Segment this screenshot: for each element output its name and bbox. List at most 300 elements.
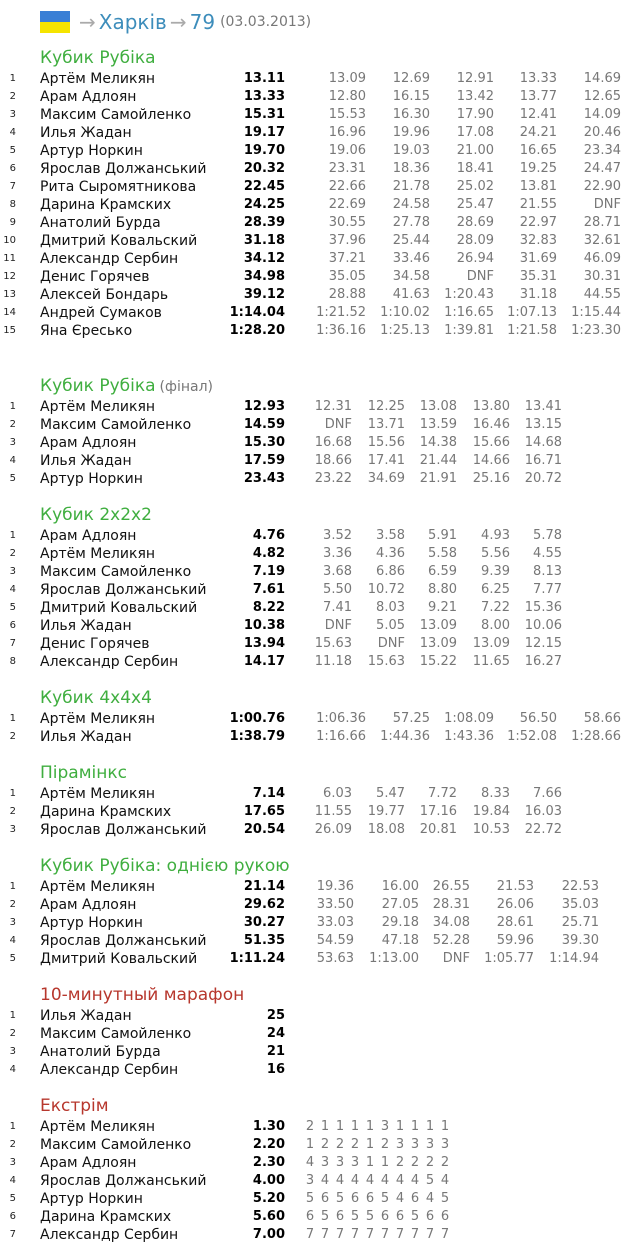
competitor-name-link[interactable]: Рита Сыромятникова bbox=[40, 179, 197, 195]
attempt-time: 31.18 bbox=[519, 287, 557, 302]
event-name: Кубик 2x2x2 bbox=[40, 505, 152, 525]
rank: 3 bbox=[9, 1046, 16, 1057]
attempt-time: 6.86 bbox=[376, 564, 405, 579]
attempt-time: 11.65 bbox=[472, 654, 510, 669]
attempt-time: 13.71 bbox=[367, 417, 405, 432]
result-row bbox=[0, 527, 632, 545]
attempt-time: 58.66 bbox=[583, 711, 621, 726]
result-row bbox=[0, 160, 632, 178]
attempt-time: 19.06 bbox=[328, 143, 366, 158]
result-value: 1:28.20 bbox=[229, 323, 285, 338]
attempt-place: 5 bbox=[425, 1173, 435, 1188]
rank: 1 bbox=[9, 788, 16, 799]
attempt-place: 3 bbox=[410, 1137, 420, 1152]
attempt-time: 6.25 bbox=[481, 582, 510, 597]
competitor-name-link[interactable]: Дарина Крамских bbox=[40, 1209, 172, 1225]
result-row bbox=[0, 88, 632, 106]
attempt-place: 2 bbox=[335, 1137, 345, 1152]
attempt-time: 10.53 bbox=[472, 822, 510, 837]
rank: 5 bbox=[9, 1193, 16, 1204]
attempt-time: 35.05 bbox=[328, 269, 366, 284]
rank: 10 bbox=[3, 235, 16, 246]
result-row bbox=[0, 1136, 632, 1154]
result-value: 14.17 bbox=[243, 654, 285, 669]
result-row bbox=[0, 1226, 632, 1244]
result-value: 21.14 bbox=[243, 879, 285, 894]
attempt-place: 6 bbox=[410, 1191, 420, 1206]
competitor-name-link[interactable]: Артём Меликян bbox=[40, 546, 156, 562]
attempt-time: 22.69 bbox=[328, 197, 366, 212]
attempt-time: 31.69 bbox=[519, 251, 557, 266]
rank: 2 bbox=[9, 1139, 16, 1150]
attempt-time: 35.31 bbox=[519, 269, 557, 284]
attempt-time: 22.90 bbox=[583, 179, 621, 194]
result-value: 21 bbox=[266, 1044, 285, 1059]
result-row bbox=[0, 70, 632, 88]
result-row bbox=[0, 1007, 632, 1025]
attempt-time: 53.63 bbox=[316, 951, 354, 966]
competitor-name-link[interactable]: Ярослав Должанський bbox=[40, 582, 207, 598]
attempt-time: 13.41 bbox=[524, 399, 562, 414]
rank: 2 bbox=[9, 419, 16, 430]
rank: 3 bbox=[9, 1157, 16, 1168]
attempt-time: 1:05.77 bbox=[484, 951, 534, 966]
attempt-time: 19.77 bbox=[367, 804, 405, 819]
result-row bbox=[0, 178, 632, 196]
event-name: Екстрім bbox=[40, 1096, 109, 1116]
attempt-place: 3 bbox=[425, 1137, 435, 1152]
attempt-place: 7 bbox=[425, 1227, 435, 1242]
attempt-time: 5.47 bbox=[376, 786, 405, 801]
event-name: Кубик Рубіка bbox=[40, 48, 156, 68]
attempt-time: 20.81 bbox=[419, 822, 457, 837]
attempt-time: 23.22 bbox=[314, 471, 352, 486]
attempt-time: 28.31 bbox=[432, 897, 470, 912]
rank: 4 bbox=[9, 1175, 16, 1186]
event-title bbox=[40, 686, 632, 710]
attempt-time: 24.58 bbox=[392, 197, 430, 212]
attempt-time: 22.72 bbox=[524, 822, 562, 837]
attempt-time: 21.91 bbox=[419, 471, 457, 486]
attempt-time: 15.63 bbox=[314, 636, 352, 651]
attempt-time: 4.55 bbox=[533, 546, 562, 561]
rank: 5 bbox=[9, 145, 16, 156]
event-section bbox=[0, 761, 632, 839]
result-value: 1:11.24 bbox=[229, 951, 285, 966]
competition-date: (03.03.2013) bbox=[220, 14, 312, 30]
result-value: 17.65 bbox=[243, 804, 285, 819]
attempt-place: 2 bbox=[410, 1155, 420, 1170]
competitor-name-link[interactable]: Максим Самойленко bbox=[40, 107, 192, 123]
attempt-time: DNF bbox=[324, 417, 352, 432]
attempt-time: 13.15 bbox=[524, 417, 562, 432]
attempt-place: 1 bbox=[425, 1119, 435, 1134]
result-value: 1:00.76 bbox=[229, 711, 285, 726]
result-row bbox=[0, 398, 632, 416]
rank: 1 bbox=[9, 1121, 16, 1132]
result-row bbox=[0, 1043, 632, 1061]
competitor-name-link[interactable]: Арам Адлоян bbox=[40, 435, 137, 451]
result-row bbox=[0, 728, 632, 746]
attempt-time: 17.08 bbox=[456, 125, 494, 140]
attempt-time: 4.36 bbox=[376, 546, 405, 561]
attempt-time: 12.41 bbox=[519, 107, 557, 122]
attempt-time: 1:43.36 bbox=[444, 729, 494, 744]
rank: 5 bbox=[9, 473, 16, 484]
event-name: Пірамінкс bbox=[40, 763, 127, 783]
competitor-name-link[interactable]: Арам Адлоян bbox=[40, 528, 137, 544]
rank: 4 bbox=[9, 1064, 16, 1075]
competitor-name-link[interactable]: Максим Самойленко bbox=[40, 1026, 192, 1042]
result-row bbox=[0, 214, 632, 232]
attempt-time: 44.55 bbox=[583, 287, 621, 302]
competitor-name-link[interactable]: Анатолий Бурда bbox=[40, 1044, 161, 1060]
attempt-time: 1:10.02 bbox=[380, 305, 430, 320]
attempt-place: 3 bbox=[395, 1137, 405, 1152]
result-value: 4.82 bbox=[252, 546, 285, 561]
attempt-time: 13.80 bbox=[472, 399, 510, 414]
ukraine-flag-icon bbox=[40, 11, 70, 33]
result-value: 34.98 bbox=[243, 269, 285, 284]
competitor-name-link[interactable]: Артём Меликян bbox=[40, 879, 156, 895]
event-title bbox=[40, 854, 632, 878]
attempt-place: 7 bbox=[380, 1227, 390, 1242]
attempt-time: DNF bbox=[442, 951, 470, 966]
result-row bbox=[0, 1172, 632, 1190]
attempt-time: 17.16 bbox=[419, 804, 457, 819]
competitor-name-link[interactable]: Илья Жадан bbox=[40, 125, 132, 141]
result-row bbox=[0, 1154, 632, 1172]
competitor-name-link[interactable]: Арам Адлоян bbox=[40, 897, 137, 913]
rank: 7 bbox=[9, 638, 16, 649]
attempt-time: 15.63 bbox=[367, 654, 405, 669]
competitor-name-link[interactable]: Дмитрий Ковальский bbox=[40, 951, 198, 967]
result-row bbox=[0, 1118, 632, 1136]
attempt-place: 1 bbox=[320, 1119, 330, 1134]
result-row bbox=[0, 142, 632, 160]
attempt-time: 30.55 bbox=[328, 215, 366, 230]
attempt-time: 37.21 bbox=[328, 251, 366, 266]
event-round: (фінал) bbox=[159, 379, 214, 395]
rank: 12 bbox=[3, 271, 16, 282]
attempt-time: 1:23.30 bbox=[571, 323, 621, 338]
rank: 3 bbox=[9, 824, 16, 835]
attempt-time: 12.69 bbox=[392, 71, 430, 86]
city-link[interactable]: Харків bbox=[98, 10, 167, 34]
attempt-place: 7 bbox=[395, 1227, 405, 1242]
competitor-name-link[interactable]: Максим Самойленко bbox=[40, 1137, 192, 1153]
rank: 4 bbox=[9, 127, 16, 138]
result-value: 20.32 bbox=[243, 161, 285, 176]
result-value: 8.22 bbox=[252, 600, 285, 615]
competitor-name-link[interactable]: Арам Адлоян bbox=[40, 1155, 137, 1171]
result-value: 30.27 bbox=[243, 915, 285, 930]
competitor-name-link[interactable]: Анатолий Бурда bbox=[40, 215, 161, 231]
rank: 3 bbox=[9, 109, 16, 120]
result-value: 15.31 bbox=[243, 107, 285, 122]
attempt-time: 29.18 bbox=[381, 915, 419, 930]
attempt-time: 21.78 bbox=[392, 179, 430, 194]
competitor-name-link[interactable]: Артём Меликян bbox=[40, 1119, 156, 1135]
rank: 2 bbox=[9, 731, 16, 742]
competitor-name-link[interactable]: Денис Горячев bbox=[40, 269, 150, 285]
event-section bbox=[0, 854, 632, 968]
result-value: 7.19 bbox=[252, 564, 285, 579]
rank: 5 bbox=[9, 953, 16, 964]
attempt-time: 11.18 bbox=[314, 654, 352, 669]
attempt-time: 13.08 bbox=[419, 399, 457, 414]
attempt-time: 28.69 bbox=[456, 215, 494, 230]
attempt-place: 2 bbox=[425, 1155, 435, 1170]
attempt-place: 4 bbox=[425, 1191, 435, 1206]
result-value: 7.14 bbox=[252, 786, 285, 801]
result-row bbox=[0, 563, 632, 581]
result-row bbox=[0, 470, 632, 488]
result-row bbox=[0, 1208, 632, 1226]
event-name: Кубик Рубіка bbox=[40, 376, 156, 396]
attempt-place: 4 bbox=[320, 1173, 330, 1188]
competitor-name-link[interactable]: Артём Меликян bbox=[40, 399, 156, 415]
attempt-time: 35.03 bbox=[561, 897, 599, 912]
attempt-time: 23.31 bbox=[328, 161, 366, 176]
attempt-time: 26.09 bbox=[314, 822, 352, 837]
attempt-time: 16.96 bbox=[328, 125, 366, 140]
competitor-name-link[interactable]: Илья Жадан bbox=[40, 729, 132, 745]
attempt-time: 59.96 bbox=[496, 933, 534, 948]
result-row bbox=[0, 1061, 632, 1079]
result-row bbox=[0, 322, 632, 340]
attempt-time: 33.50 bbox=[316, 897, 354, 912]
rank: 2 bbox=[9, 548, 16, 559]
rank: 4 bbox=[9, 584, 16, 595]
attempt-time: 20.72 bbox=[524, 471, 562, 486]
result-row bbox=[0, 268, 632, 286]
result-row bbox=[0, 878, 632, 896]
attempt-time: 4.93 bbox=[481, 528, 510, 543]
attempt-time: 27.78 bbox=[392, 215, 430, 230]
attempt-time: 28.71 bbox=[583, 215, 621, 230]
attempt-time: 46.09 bbox=[583, 251, 621, 266]
attempt-time: 13.81 bbox=[519, 179, 557, 194]
competitor-name-link[interactable]: Александр Сербин bbox=[40, 251, 179, 267]
attempt-place: 3 bbox=[335, 1155, 345, 1170]
attempt-place: 1 bbox=[440, 1119, 450, 1134]
rank: 7 bbox=[9, 181, 16, 192]
attempt-time: 37.96 bbox=[328, 233, 366, 248]
attempt-time: 1:52.08 bbox=[507, 729, 557, 744]
competitor-name-link[interactable]: Артём Меликян bbox=[40, 786, 156, 802]
attempt-place: 4 bbox=[365, 1173, 375, 1188]
attempt-time: 16.27 bbox=[524, 654, 562, 669]
competitor-name-link[interactable]: Артур Норкин bbox=[40, 471, 143, 487]
competitor-name-link[interactable]: Александр Сербин bbox=[40, 1227, 179, 1243]
attempt-time: 1:06.36 bbox=[316, 711, 366, 726]
attempt-time: 23.34 bbox=[583, 143, 621, 158]
attempt-place: 5 bbox=[335, 1191, 345, 1206]
attempt-time: 1:16.66 bbox=[316, 729, 366, 744]
attempt-time: 10.06 bbox=[524, 618, 562, 633]
attempt-time: 3.36 bbox=[323, 546, 352, 561]
attempt-place: 5 bbox=[320, 1209, 330, 1224]
result-row bbox=[0, 232, 632, 250]
competitor-name-link[interactable]: Максим Самойленко bbox=[40, 417, 192, 433]
competitor-name-link[interactable]: Дмитрий Ковальский bbox=[40, 233, 198, 249]
competitor-name-link[interactable]: Ярослав Должанський bbox=[40, 161, 207, 177]
rank: 2 bbox=[9, 91, 16, 102]
competitor-name-link[interactable]: Андрей Сумаков bbox=[40, 305, 162, 321]
competitor-name-link[interactable]: Дмитрий Ковальский bbox=[40, 600, 198, 616]
attempt-time: 12.91 bbox=[456, 71, 494, 86]
attempt-time: 5.05 bbox=[376, 618, 405, 633]
attempt-time: 5.91 bbox=[428, 528, 457, 543]
attempt-time: 24.21 bbox=[519, 125, 557, 140]
result-row bbox=[0, 821, 632, 839]
result-row bbox=[0, 803, 632, 821]
attempt-place: 3 bbox=[350, 1155, 360, 1170]
attempt-place: 6 bbox=[305, 1209, 315, 1224]
rank: 1 bbox=[9, 73, 16, 84]
competitor-name-link[interactable]: Дарина Крамских bbox=[40, 804, 172, 820]
competitor-name-link[interactable]: Яна Єресько bbox=[40, 323, 133, 339]
attempt-time: 13.09 bbox=[419, 636, 457, 651]
attempt-time: 21.53 bbox=[496, 879, 534, 894]
result-value: 5.20 bbox=[252, 1191, 285, 1206]
event-section bbox=[0, 983, 632, 1079]
attempt-time: 19.84 bbox=[472, 804, 510, 819]
attempt-place: 3 bbox=[440, 1137, 450, 1152]
attempt-time: 39.30 bbox=[561, 933, 599, 948]
attempt-time: 14.69 bbox=[583, 71, 621, 86]
event-title bbox=[40, 983, 632, 1007]
competitor-name-link[interactable]: Артём Меликян bbox=[40, 711, 156, 727]
arrow-icon: → bbox=[79, 10, 96, 34]
result-value: 25 bbox=[266, 1008, 285, 1023]
attempt-time: DNF bbox=[377, 636, 405, 651]
competitor-name-link[interactable]: Александр Сербин bbox=[40, 654, 179, 670]
breadcrumb bbox=[40, 8, 311, 36]
attempt-time: 1:21.52 bbox=[316, 305, 366, 320]
attempt-time: 16.30 bbox=[392, 107, 430, 122]
event-name: Кубик 4x4x4 bbox=[40, 688, 152, 708]
attempt-time: 1:13.00 bbox=[369, 951, 419, 966]
attempt-place: 1 bbox=[365, 1155, 375, 1170]
attempt-time: 13.42 bbox=[456, 89, 494, 104]
attempt-time: 47.18 bbox=[381, 933, 419, 948]
attempt-place: 4 bbox=[395, 1191, 405, 1206]
attempt-place: 6 bbox=[350, 1191, 360, 1206]
attempt-time: 8.33 bbox=[481, 786, 510, 801]
attempt-time: 18.08 bbox=[367, 822, 405, 837]
rank: 13 bbox=[3, 289, 16, 300]
event-section bbox=[0, 1094, 632, 1244]
attempt-place: 1 bbox=[395, 1119, 405, 1134]
attempt-time: 6.59 bbox=[428, 564, 457, 579]
result-value: 7.00 bbox=[252, 1227, 285, 1242]
result-value: 14.59 bbox=[243, 417, 285, 432]
competitor-name-link[interactable]: Александр Сербин bbox=[40, 1062, 179, 1078]
rank: 3 bbox=[9, 437, 16, 448]
result-value: 39.12 bbox=[243, 287, 285, 302]
competitor-name-link[interactable]: Ярослав Должанський bbox=[40, 822, 207, 838]
result-value: 10.38 bbox=[243, 618, 285, 633]
attempt-place: 5 bbox=[410, 1209, 420, 1224]
attempt-time: 32.61 bbox=[583, 233, 621, 248]
result-value: 13.33 bbox=[243, 89, 285, 104]
event-section bbox=[0, 46, 632, 340]
result-value: 13.11 bbox=[243, 71, 285, 86]
attempt-time: 6.03 bbox=[323, 786, 352, 801]
competitor-name-link[interactable]: Денис Горячев bbox=[40, 636, 150, 652]
competitor-name-link[interactable]: Ярослав Должанський bbox=[40, 1173, 207, 1189]
result-value: 17.59 bbox=[243, 453, 285, 468]
attempt-place: 1 bbox=[380, 1155, 390, 1170]
attempt-time: 22.53 bbox=[561, 879, 599, 894]
competitor-name-link[interactable]: Максим Самойленко bbox=[40, 564, 192, 580]
attempt-time: DNF bbox=[593, 197, 621, 212]
competitor-name-link[interactable]: Артём Меликян bbox=[40, 71, 156, 87]
attempt-time: 5.50 bbox=[323, 582, 352, 597]
attempt-time: 34.08 bbox=[432, 915, 470, 930]
event-title bbox=[40, 374, 632, 398]
attempt-place: 4 bbox=[440, 1173, 450, 1188]
attempt-time: 1:36.16 bbox=[316, 323, 366, 338]
event-title bbox=[40, 1094, 632, 1118]
competitor-name-link[interactable]: Алексей Бондарь bbox=[40, 287, 169, 303]
rank: 1 bbox=[9, 713, 16, 724]
competition-number-link[interactable]: 79 bbox=[189, 10, 216, 34]
competitor-name-link[interactable]: Илья Жадан bbox=[40, 1008, 132, 1024]
attempt-time: 10.72 bbox=[367, 582, 405, 597]
result-row bbox=[0, 434, 632, 452]
attempt-time: 1:15.44 bbox=[571, 305, 621, 320]
result-row bbox=[0, 124, 632, 142]
competitor-name-link[interactable]: Арам Адлоян bbox=[40, 89, 137, 105]
attempt-time: DNF bbox=[324, 618, 352, 633]
attempt-time: 8.03 bbox=[376, 600, 405, 615]
attempt-place: 2 bbox=[320, 1137, 330, 1152]
result-row bbox=[0, 106, 632, 124]
result-value: 29.62 bbox=[243, 897, 285, 912]
result-value: 34.12 bbox=[243, 251, 285, 266]
attempt-time: 11.55 bbox=[314, 804, 352, 819]
arrow-icon: → bbox=[169, 10, 187, 34]
competitor-name-link[interactable]: Артур Норкин bbox=[40, 143, 143, 159]
result-value: 1:38.79 bbox=[229, 729, 285, 744]
competitor-name-link[interactable]: Артур Норкин bbox=[40, 915, 143, 931]
competitor-name-link[interactable]: Илья Жадан bbox=[40, 453, 132, 469]
result-row bbox=[0, 785, 632, 803]
result-row bbox=[0, 635, 632, 653]
attempt-time: 13.59 bbox=[419, 417, 457, 432]
result-row bbox=[0, 1025, 632, 1043]
attempt-place: 6 bbox=[425, 1209, 435, 1224]
rank: 5 bbox=[9, 602, 16, 613]
attempt-time: 9.21 bbox=[428, 600, 457, 615]
competitor-name-link[interactable]: Ярослав Должанський bbox=[40, 933, 207, 949]
attempt-time: 14.09 bbox=[583, 107, 621, 122]
attempt-place: 7 bbox=[440, 1227, 450, 1242]
attempt-time: 5.78 bbox=[533, 528, 562, 543]
competitor-name-link[interactable]: Артур Норкин bbox=[40, 1191, 143, 1207]
result-value: 13.94 bbox=[243, 636, 285, 651]
result-row bbox=[0, 599, 632, 617]
rank: 14 bbox=[3, 307, 16, 318]
attempt-time: 41.63 bbox=[392, 287, 430, 302]
attempt-time: 12.15 bbox=[524, 636, 562, 651]
competitor-name-link[interactable]: Илья Жадан bbox=[40, 618, 132, 634]
attempt-time: 21.44 bbox=[419, 453, 457, 468]
competitor-name-link[interactable]: Дарина Крамских bbox=[40, 197, 172, 213]
